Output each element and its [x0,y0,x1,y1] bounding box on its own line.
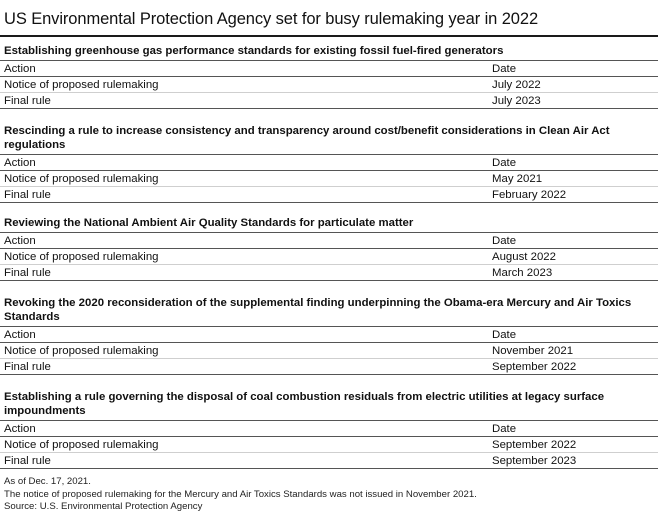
action-cell: Final rule [4,455,51,467]
mats-note: The notice of proposed rulemaking for the Mercury and Air Toxics Standards was not issued in November 2021. [4,488,477,500]
section-title: Establishing a rule governing the disposal of coal combustion residuals from electric utilities at legacy surface impoundments [4,391,605,417]
action-cell: Final rule [4,267,51,279]
table-header-row [0,327,658,343]
action-cell: Final rule [4,95,51,107]
table-row [0,265,658,281]
table-row [0,187,658,203]
section-greenhouse-gas-standards [0,44,658,109]
date-cell: November 2021 [492,345,574,357]
section-particulate-matter-standards [0,216,658,281]
action-cell: Final rule [4,189,51,201]
column-header-date: Date [492,63,517,75]
table-header-row [0,233,658,249]
action-cell: Notice of proposed rulemaking [4,173,159,185]
section-coal-combustion-residuals [0,390,658,469]
footnotes [4,476,477,514]
table-row [0,171,658,187]
table-header-row [0,61,658,77]
section-cost-benefit-rule [0,124,658,203]
column-header-action: Action [4,329,36,341]
column-header-date: Date [492,157,517,169]
section-title: Establishing greenhouse gas performance standards for existing fossil fuel-fired generators [4,45,504,57]
source-note: Source: U.S. Environmental Protection Agency [4,501,203,512]
column-header-action: Action [4,235,36,247]
table-row [0,249,658,265]
date-cell: September 2022 [492,361,577,373]
column-header-date: Date [492,235,517,247]
section-mercury-air-toxics [0,296,658,375]
date-cell: March 2023 [492,267,553,279]
table-header-row [0,421,658,437]
table-header-row [0,155,658,171]
as-of-note: As of Dec. 17, 2021. [4,476,91,487]
action-cell: Notice of proposed rulemaking [4,345,159,357]
action-cell: Notice of proposed rulemaking [4,439,159,451]
section-title: Revoking the 2020 reconsideration of the supplemental finding underpinning the Obama-era Mercury and Air Toxics Standards [4,297,632,323]
page-title: US Environmental Protection Agency set for busy rulemaking year in 2022 [4,10,539,28]
column-header-action: Action [4,63,36,75]
column-header-date: Date [492,329,517,341]
table-row [0,343,658,359]
action-cell: Notice of proposed rulemaking [4,79,159,91]
date-cell: September 2022 [492,439,577,451]
date-cell: August 2022 [492,251,556,263]
date-cell: February 2022 [492,189,567,201]
section-title: Reviewing the National Ambient Air Quality Standards for particulate matter [4,217,414,229]
table-row [0,453,658,469]
column-header-date: Date [492,423,517,435]
table-row [0,359,658,375]
table-row [0,437,658,453]
column-header-action: Action [4,157,36,169]
table-row [0,77,658,93]
date-cell: July 2023 [492,95,541,107]
table-row [0,93,658,109]
title-divider [0,35,658,37]
date-cell: September 2023 [492,455,577,467]
column-header-action: Action [4,423,36,435]
section-title: Rescinding a rule to increase consistency and transparency around cost/benefit considerations in Clean Air Act regulations [4,125,610,151]
date-cell: July 2022 [492,79,541,91]
date-cell: May 2021 [492,173,543,185]
action-cell: Notice of proposed rulemaking [4,251,159,263]
action-cell: Final rule [4,361,51,373]
